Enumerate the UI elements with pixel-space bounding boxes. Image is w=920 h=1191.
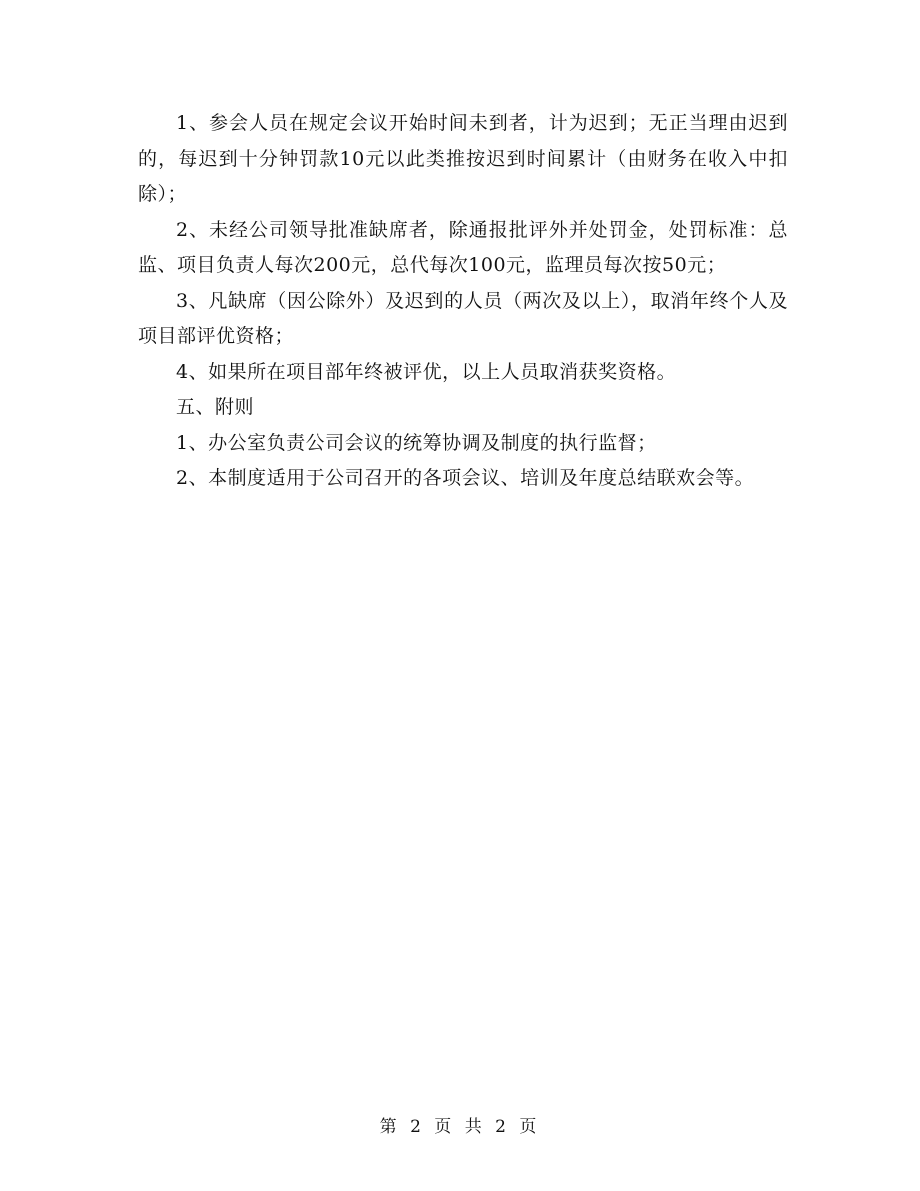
section-heading-supplementary: 五、附则: [176, 396, 255, 418]
paragraph-scope: 2、本制度适用于公司召开的各项会议、培训及年度总结联欢会等。: [176, 467, 755, 489]
paragraph-lateness-penalty: 1、参会人员在规定会议开始时间未到者，计为迟到；无正当理由迟到的，每迟到十分钟罚款10元以此类推按迟到时间累计（由财务在收入中扣除）；: [138, 112, 788, 205]
paragraph-office-responsibility: 1、办公室负责公司会议的统筹协调及制度的执行监督；: [176, 431, 657, 454]
paragraph-absence-penalty: 2、未经公司领导批准缺席者，除通报批评外并处罚金，处罚标准：总监、项目负责人每次200元，总代每次100元，监理员每次按50元；: [138, 218, 788, 276]
paragraph-award-disqualification: 3、凡缺席（因公除外）及迟到的人员（两次及以上），取消年终个人及项目部评优资格；: [138, 289, 788, 347]
document-body: [138, 106, 788, 497]
paragraph-department-award: 4、如果所在项目部年终被评优，以上人员取消获奖资格。: [176, 360, 677, 383]
page-number-footer: 第 2 页 共 2 页: [379, 1117, 541, 1137]
